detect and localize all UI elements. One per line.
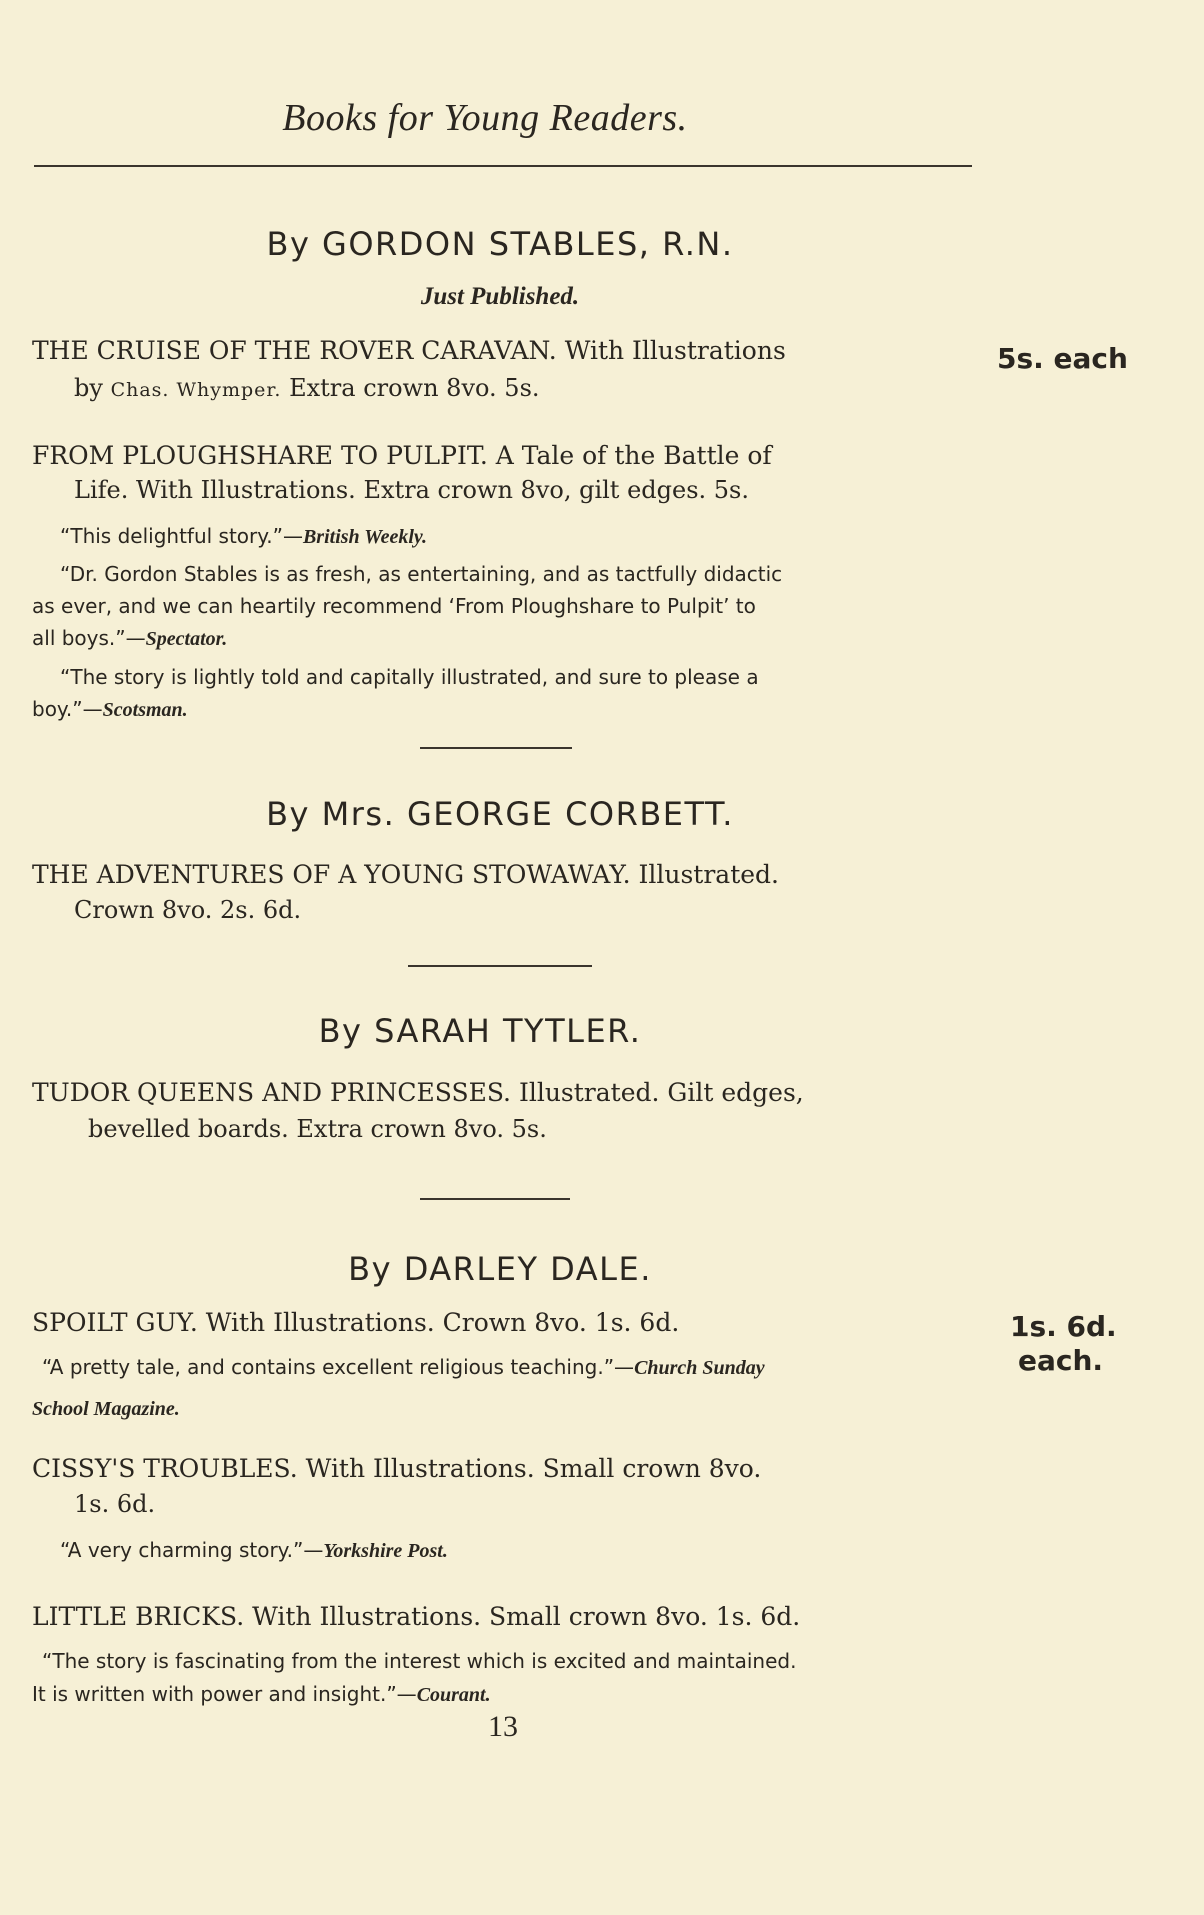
entry-ploughshare-line2: Life. With Illustrations. Extra crown 8vo, gilt edges. 5s. <box>74 476 749 504</box>
page-number: 13 <box>488 1710 518 1743</box>
author-heading-tytler: By SARAH TYTLER. <box>318 1012 642 1050</box>
just-published-label: Just Published. <box>420 283 580 310</box>
author-heading-dale: By DARLEY DALE. <box>348 1250 652 1288</box>
review-spoilt-line2 <box>32 1396 180 1421</box>
review-bricks-line2 <box>32 1682 491 1707</box>
review-quote-1 <box>60 524 427 549</box>
cruise-format-price: Extra crown 8vo. 5s. <box>281 374 540 402</box>
review-bricks-line1: “The story is fascinating from the interest which is excited and maintained. <box>42 1649 797 1673</box>
review-quote-3-line2 <box>32 697 188 722</box>
price-note-each: each. <box>1018 1344 1104 1377</box>
author-heading-stables: By GORDON STABLES, R.N. <box>266 225 734 263</box>
author-heading-corbett: By Mrs. GEORGE CORBETT. <box>266 795 734 833</box>
section-divider <box>420 747 572 749</box>
review-quote-2-line2: as ever, and we can heartily recommend ‘From Ploughshare to Pulpit’ to <box>32 594 756 618</box>
header-rule <box>34 165 972 167</box>
quote-source: School Magazine. <box>32 1398 180 1420</box>
review-cissy <box>60 1538 448 1563</box>
section-divider <box>420 1198 570 1200</box>
quote-source: Scotsman. <box>102 699 188 721</box>
entry-cissy-line1: CISSY'S TROUBLES. With Illustrations. Small crown 8vo. <box>32 1454 762 1483</box>
entry-cruise-line1: THE CRUISE OF THE ROVER CARAVAN. With Illustrations <box>32 336 786 365</box>
quote-source: Courant. <box>416 1684 491 1706</box>
entry-tudor-line1: TUDOR QUEENS AND PRINCESSES. Illustrated. Gilt edges, <box>32 1078 804 1107</box>
entry-ploughshare-line1: FROM PLOUGHSHARE TO PULPIT. A Tale of the Battle of <box>32 441 772 470</box>
running-head: Books for Young Readers. <box>282 97 688 139</box>
entry-little-bricks: LITTLE BRICKS. With Illustrations. Small crown 8vo. 1s. 6d. <box>32 1602 801 1631</box>
quote-source: Church Sunday <box>634 1357 765 1379</box>
quote-text: “This delightful story.”— <box>60 524 303 548</box>
quote-text: all boys.”— <box>32 626 146 650</box>
quote-source: British Weekly. <box>302 526 428 548</box>
quote-source: Spectator. <box>145 628 228 650</box>
entry-spoilt-guy: SPOILT GUY. With Illustrations. Crown 8vo. 1s. 6d. <box>32 1308 680 1337</box>
section-divider <box>408 965 592 967</box>
quote-text: boy.”— <box>32 697 103 721</box>
review-quote-2-line1: “Dr. Gordon Stables is as fresh, as entertaining, and as tactfully didactic <box>60 562 783 586</box>
quote-text: It is written with power and insight.”— <box>32 1682 417 1706</box>
quote-text: “A pretty tale, and contains excellent religious teaching.”— <box>42 1355 635 1379</box>
price-note-1s6d: 1s. 6d. <box>1010 1310 1117 1343</box>
entry-cissy-line2: 1s. 6d. <box>74 1490 156 1518</box>
review-quote-2-line3 <box>32 626 227 651</box>
review-quote-3-line1: “The story is lightly told and capitally illustrated, and sure to please a <box>60 665 759 689</box>
entry-stowaway-line2: Crown 8vo. 2s. 6d. <box>74 896 302 924</box>
price-note-5s-each: 5s. each <box>997 342 1128 375</box>
entry-cruise-line2 <box>74 374 540 402</box>
quote-source: Yorkshire Post. <box>323 1540 448 1562</box>
illustrator-name: Chas. Whymper. <box>110 379 282 401</box>
review-spoilt-line1 <box>42 1355 765 1380</box>
quote-text: “A very charming story.”— <box>60 1538 324 1562</box>
cruise-by: by <box>74 374 111 402</box>
entry-stowaway-line1: THE ADVENTURES OF A YOUNG STOWAWAY. Illustrated. <box>32 860 779 889</box>
entry-tudor-line2: bevelled boards. Extra crown 8vo. 5s. <box>88 1115 547 1143</box>
